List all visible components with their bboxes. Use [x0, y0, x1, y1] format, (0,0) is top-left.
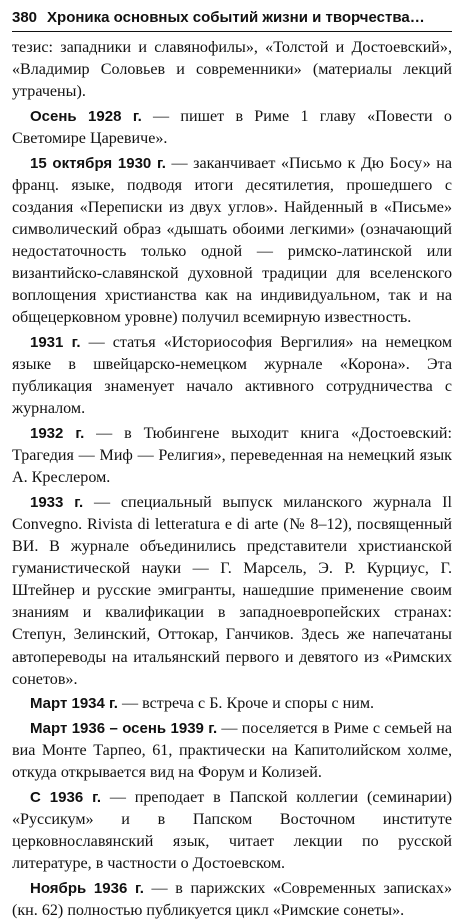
- header-rule: [12, 31, 452, 32]
- entry-date: Осень 1928 г.: [30, 107, 142, 125]
- chronicle-text: [12, 37, 452, 922]
- entry-date: С 1936 г.: [30, 788, 102, 806]
- entry-autumn-1928: [12, 106, 452, 150]
- entry-from-1936: [12, 787, 452, 875]
- entry-1931: [12, 332, 452, 420]
- entry-date: 15 октября 1930 г.: [30, 154, 166, 172]
- entry-october-1930: [12, 153, 452, 330]
- entry-text: — статья «Историософия Вергилия» на немецком языке в швейцарско-немецком журнале «Корона». Эта публикация знаменует начало активного сотрудничества с журналом.: [12, 334, 453, 418]
- running-header: [12, 8, 452, 32]
- entry-1933: [12, 492, 452, 691]
- entry-1936-1939: [12, 718, 452, 784]
- entry-text: — в Тюбингене выходит книга «Достоевский: Трагедия — Миф — Религия», переведенная на немецкий язык А. Креслером.: [12, 424, 452, 487]
- entry-november-1936: [12, 878, 452, 922]
- continuation-paragraph: тезис: западники и славянофилы», «Толстой и Достоевский», «Владимир Соловьев и современники» (материалы лекций утрачены).: [12, 39, 452, 101]
- entry-date: 1931 г.: [30, 334, 81, 351]
- entry-text: — в парижских «Современных записках» (кн. 62) полностью публикуется цикл «Римские сонеты».: [12, 879, 452, 919]
- entry-date: 1932 г.: [30, 424, 85, 442]
- entry-text: — преподает в Папской коллегии (семинарии) «Руссикум» и в Папском Восточном институте церковнославянский язык, читает лекции по русской литературе, в частности о Достоевском.: [12, 788, 452, 873]
- running-title: Хроника основных событий жизни и творчества…: [47, 9, 425, 26]
- entry-text: — специальный выпуск миланского журнала Il Convegno. Rivista di letteratura e di arte (№ 8–12), посвященный ВИ. В журнале объединились представители христианской гуманистической науки — Г. Марсель, Э. Р. Курциус, Г. Штейнер и русские эмигранты, нашедшие применение своим знаниям и квалификации в западноевропейских странах: Степун, Зелинский, Оттокар, Ганчиков. Здесь же напечатаны автопереводы на итальянский первого и девятого из «Римских сонетов».: [12, 493, 452, 688]
- entry-march-1934: [12, 693, 452, 715]
- entry-text: — поселяется в Риме с семьей на виа Монте Тарпео, 61, практически на Капитолийском холме, откуда открывается вид на Форум и Колизей.: [12, 719, 453, 782]
- entry-date: Март 1934 г.: [30, 695, 118, 713]
- entry-text: — встреча с Б. Кроче и споры с ним.: [117, 695, 375, 713]
- entry-text: — заканчивает «Письмо к Дю Босу» на франц. языке, подводя итоги десятилетия, прошедшего с создания «Переписки из двух углов». Найденный в «Письме» символический образ «дышать обоими легкими» (означающий недостаточность только одной — римско-латинской или византийско-славянской духовной традиции для вселенского воплощения христианства как на индивидуальном, так и на общецерковном уровне) получил всемирную известность.: [12, 154, 452, 327]
- page-number: 380: [12, 9, 38, 26]
- entry-date: 1933 г.: [30, 493, 84, 511]
- entry-text: — пишет в Риме 1 главу «Повести о Светомире Царевиче».: [12, 107, 452, 147]
- entry-date: Ноябрь 1936 г.: [30, 879, 144, 897]
- entry-1932: [12, 423, 452, 489]
- entry-date: Март 1936 – осень 1939 г.: [30, 719, 218, 737]
